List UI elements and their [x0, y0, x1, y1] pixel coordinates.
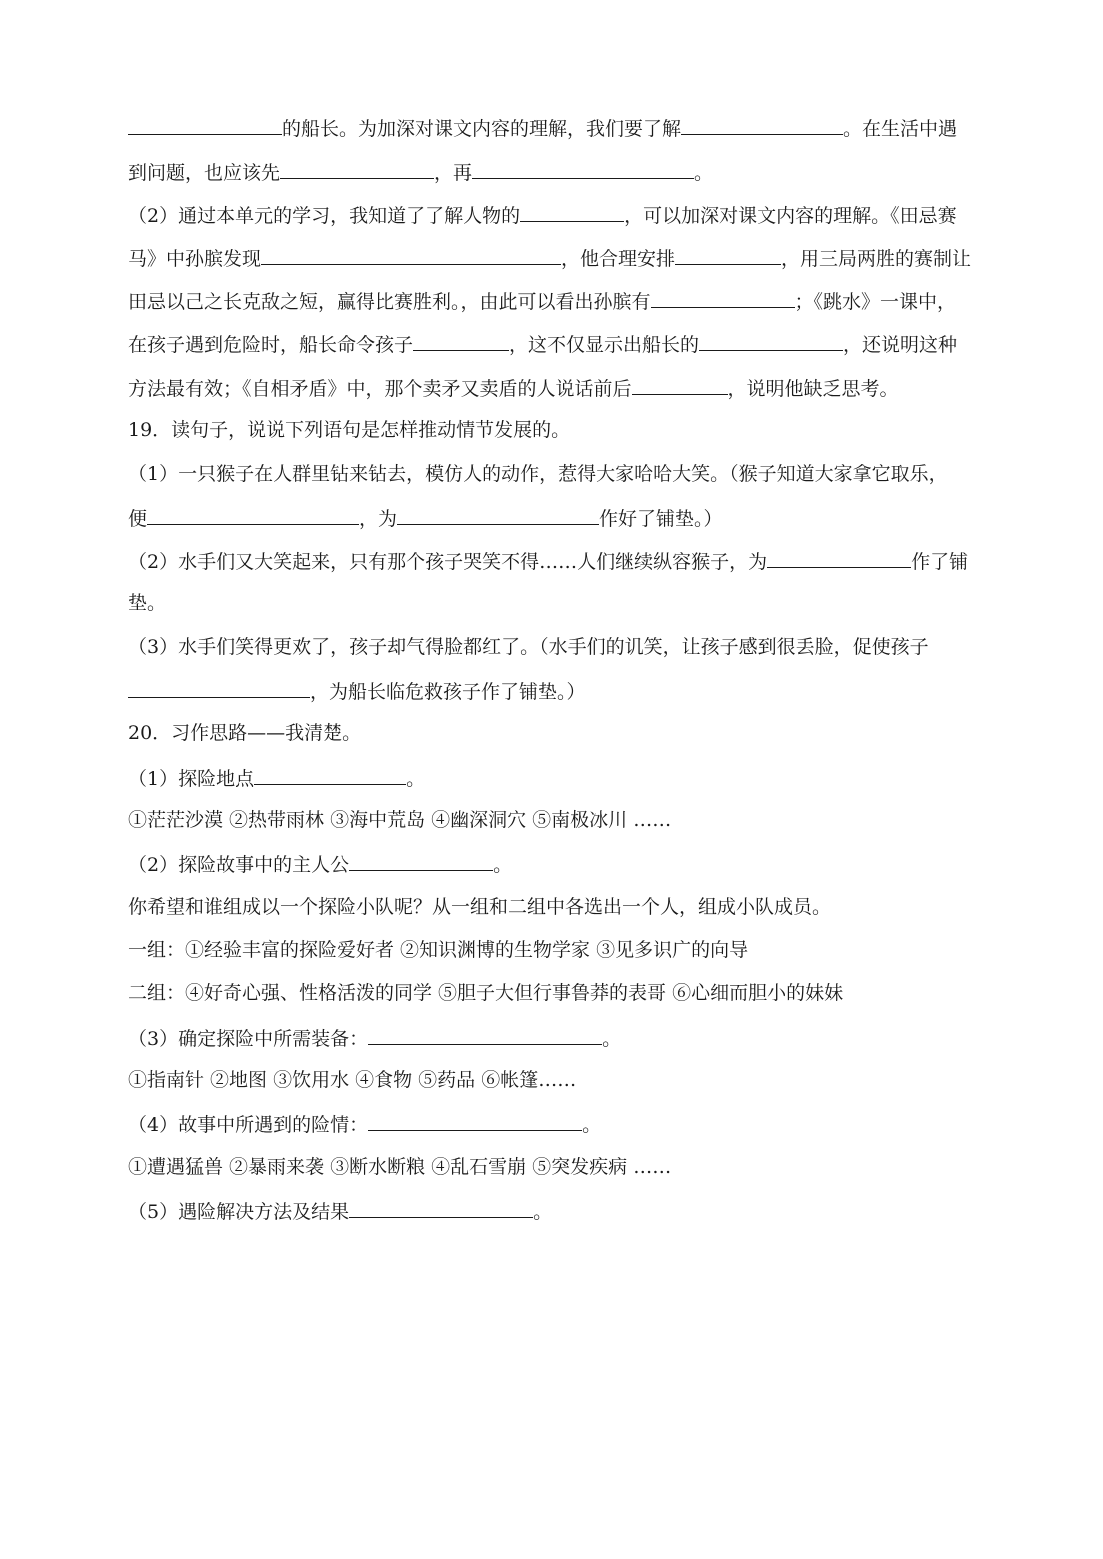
text-line-26: （5）遇险解决方法及结果 。: [128, 1198, 552, 1222]
answer-blank[interactable]: [520, 202, 624, 222]
text-line-16: （1）探险地点 。: [128, 765, 425, 789]
answer-blank[interactable]: [397, 505, 599, 525]
answer-blank[interactable]: [128, 115, 282, 135]
question-19-title: 19．读句子，说说下列语句是怎样推动情节发展的。: [128, 419, 571, 441]
options-group-2: 二组：④好奇心强、性格活泼的同学 ⑤胆子大但行事鲁莽的表哥 ⑥心细而胆小的妹妹: [128, 982, 844, 1004]
answer-blank[interactable]: [254, 765, 406, 785]
options-equipment: ①指南针 ②地图 ③饮用水 ④食物 ⑤药品 ⑥帐篷……: [128, 1069, 577, 1091]
text-line-18: （2）探险故事中的主人公 。: [128, 851, 512, 875]
text-line-9: （1）一只猴子在人群里钻来钻去，模仿人的动作，惹得大家哈哈大笑。（猴子知道大家拿它取乐，: [128, 463, 948, 485]
text-line-14: ，为船长临危救孩子作了铺垫。）: [128, 678, 586, 702]
answer-blank[interactable]: [368, 1025, 602, 1045]
text-line-22: （3）确定探险中所需装备： 。: [128, 1025, 621, 1049]
answer-blank[interactable]: [681, 115, 843, 135]
text-line-13: （3）水手们笑得更欢了，孩子却气得脸都红了。（水手们的讥笑，让孩子感到很丢脸，促使孩子: [128, 636, 929, 658]
text-line-11: （2）水手们又大笑起来，只有那个孩子哭笑不得……人们继续纵容猴子，为 作了铺: [128, 548, 968, 572]
text-line-12: 垫。: [128, 592, 167, 614]
answer-blank[interactable]: [128, 678, 310, 698]
options-danger: ①遭遇猛兽 ②暴雨来袭 ③断水断粮 ④乱石雪崩 ⑤突发疾病 ……: [128, 1156, 672, 1178]
text-line-5: 田忌以己之长克敌之短，赢得比赛胜利。，由此可以看出孙膑有 ；《跳水》一课中，: [128, 288, 956, 312]
text-line-1: 的船长。为加深对课文内容的理解，我们要了解 。在生活中遇: [128, 115, 957, 139]
text-line-10: 便 ，为 作好了铺垫。）: [128, 505, 723, 529]
options-group-1: 一组：①经验丰富的探险爱好者 ②知识渊博的生物学家 ③见多识广的向导: [128, 939, 749, 961]
text-line-7: 方法最有效；《自相矛盾》中，那个卖矛又卖盾的人说话前后 ，说明他缺乏思考。: [128, 375, 899, 399]
answer-blank[interactable]: [261, 245, 561, 265]
text-line-19: 你希望和谁组成以一个探险小队呢？从一组和二组中各选出一个人，组成小队成员。: [128, 896, 832, 918]
answer-blank[interactable]: [675, 245, 781, 265]
answer-blank[interactable]: [280, 159, 434, 179]
answer-blank[interactable]: [472, 159, 694, 179]
answer-blank[interactable]: [632, 375, 728, 395]
text-line-3: （2）通过本单元的学习，我知道了了解人物的 ，可以加深对课文内容的理解。《田忌赛: [128, 202, 957, 226]
text-line-6: 在孩子遇到危险时，船长命令孩子 ，这不仅显示出船长的 ，还说明这种: [128, 331, 957, 355]
answer-blank[interactable]: [368, 1111, 582, 1131]
text-line-4: 马》中孙膑发现 ，他合理安排 ，用三局两胜的赛制让: [128, 245, 971, 269]
answer-blank[interactable]: [767, 548, 911, 568]
answer-blank[interactable]: [699, 331, 843, 351]
options-location: ①茫茫沙漠 ②热带雨林 ③海中荒岛 ④幽深洞穴 ⑤南极冰川 ……: [128, 809, 672, 831]
answer-blank[interactable]: [413, 331, 509, 351]
answer-blank[interactable]: [349, 1198, 533, 1218]
answer-blank[interactable]: [651, 288, 795, 308]
text-line-2: 到问题，也应该先 ，再 。: [128, 159, 713, 183]
question-20-title: 20．习作思路——我清楚。: [128, 722, 362, 744]
answer-blank[interactable]: [147, 505, 359, 525]
text-line-24: （4）故事中所遇到的险情： 。: [128, 1111, 601, 1135]
answer-blank[interactable]: [349, 851, 493, 871]
